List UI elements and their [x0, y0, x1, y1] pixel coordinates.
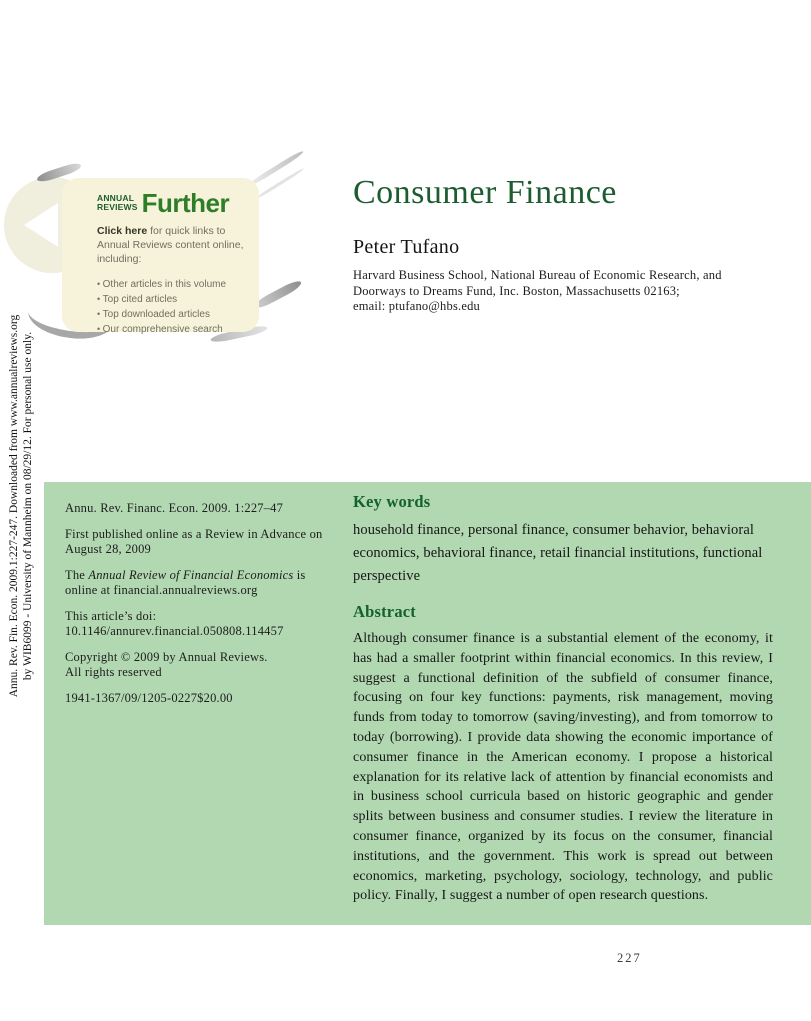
citation-copyright — [65, 650, 341, 681]
swoosh-graphic-top-right — [248, 149, 305, 187]
further-box-links — [97, 277, 249, 337]
doi-label: This article’s doi: — [65, 608, 157, 623]
citation-online — [65, 568, 341, 599]
citation-column — [65, 501, 341, 716]
article-title: Consumer Finance — [353, 174, 617, 211]
intro-line2: Annual Reviews content online, — [97, 239, 244, 251]
further-box-header — [97, 190, 249, 216]
annual-reviews-logo — [97, 194, 138, 212]
further-title: Further — [141, 188, 230, 218]
keywords-abstract-column — [353, 492, 773, 906]
citation-volume: Annu. Rev. Financ. Econ. 2009. 1:227–47 — [65, 501, 284, 515]
intro-line3: including: — [97, 253, 142, 265]
keywords-heading: Key words — [353, 492, 431, 511]
author-name: Peter Tufano — [353, 236, 460, 258]
affiliation-line1: Harvard Business School, National Bureau of Economic Research, and — [353, 268, 722, 282]
author-affiliation — [353, 268, 722, 315]
journal-name: Annual Review of Financial Economics — [88, 567, 294, 582]
sidebar-note-line1: Annu. Rev. Fin. Econ. 2009.1:227-247. Downloaded from www.annualreviews.org — [8, 314, 20, 698]
further-box-intro — [97, 224, 249, 266]
link-top-cited[interactable]: • Top cited articles — [97, 292, 249, 307]
logo-word-annual: ANNUAL — [97, 193, 135, 203]
affiliation-line2: Doorways to Dreams Fund, Inc. Boston, Massachusetts 02163; — [353, 283, 680, 298]
link-other-articles[interactable]: • Other articles in this volume — [97, 277, 249, 292]
copyright-line2: All rights reserved — [65, 665, 162, 679]
logo-word-reviews: REVIEWS — [97, 202, 138, 212]
left-arrow-icon — [24, 203, 58, 247]
annual-reviews-further-box — [62, 178, 259, 335]
affiliation-line3: email: ptufano@hbs.edu — [353, 299, 480, 313]
online-pre: The — [65, 567, 89, 582]
abstract-heading: Abstract — [353, 602, 416, 621]
intro-rest: for quick links to — [147, 225, 226, 237]
doi-value: 10.1146/annurev.financial.050808.114457 — [65, 624, 284, 638]
abstract-text: Although consumer finance is a substantial element of the economy, it has had a smaller footprint within financial economics. In this review, I suggest a functional definition of the subfield of consumer finance, focusing on four key functions: payments, risk management, moving funds from today to tomorrow (saving/investing), and from tomorrow to today (borrowing). I provide data showing the economic importance of consumer finance in the American economy. I propose a historical explanation for its relative lack of attention by financial economists and in business school curricula based on historic geographic and gender splits between business and consumer studies. I review the literature in consumer finance, organized by its focus on the consumer, financial institutions, and the government. This work is spread out between economics, marketing, psychology, sociology, technology, and public policy. Finally, I suggest a number of open research questions. — [353, 631, 773, 904]
citation-published — [65, 527, 341, 558]
swoosh-graphic-mid-right — [253, 278, 303, 310]
citation-doi — [65, 609, 341, 640]
page-number: 227 — [617, 951, 642, 965]
metadata-abstract-panel — [44, 482, 811, 925]
online-post: is — [293, 567, 306, 582]
online-url: online at financial.annualreviews.org — [65, 583, 258, 597]
link-top-downloaded[interactable]: • Top downloaded articles — [97, 307, 249, 322]
published-line1: First published online as a Review in Advance on — [65, 526, 323, 541]
sidebar-note-line2: by WIB6099 - University of Mannheim on 08/29/12. For personal use only. — [21, 331, 34, 681]
citation-issn: 1941-1367/09/1205-0227$20.00 — [65, 690, 233, 705]
published-line2: August 28, 2009 — [65, 542, 151, 556]
copyright-line1: Copyright © 2009 by Annual Reviews. — [65, 649, 268, 664]
keywords-text: household finance, personal finance, consumer behavior, behavioral economics, behavioral finance, retail financial institutions, functional perspective — [353, 522, 763, 584]
click-here-link[interactable]: Click here — [97, 225, 148, 237]
sidebar-download-note — [8, 290, 35, 722]
link-comprehensive-search[interactable]: • Our comprehensive search — [97, 322, 249, 337]
